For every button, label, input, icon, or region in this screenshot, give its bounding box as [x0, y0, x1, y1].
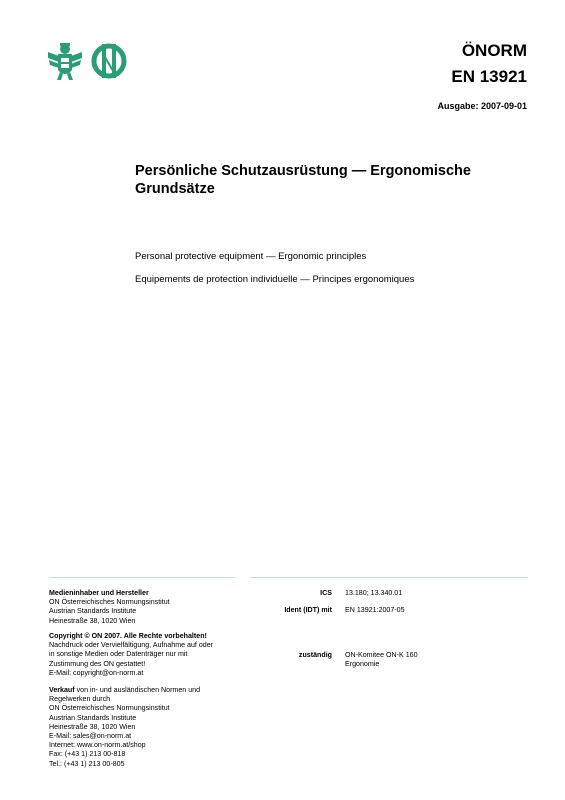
sales-line: Heinestraße 38, 1020 Wien	[49, 722, 136, 731]
footer-divider-right	[250, 577, 528, 578]
ics-value: 13.180; 13.340.01	[345, 589, 403, 597]
copyright-heading: Copyright © ON 2007. Alle Rechte vorbehalten!	[49, 632, 207, 640]
on-norm-logo-icon	[94, 44, 124, 78]
sales-heading-rest: von in- und ausländischen Normen und	[74, 686, 201, 694]
owner-block	[49, 589, 249, 626]
ident-value: EN 13921:2007-05	[345, 606, 405, 614]
sales-heading: Verkauf	[49, 686, 75, 694]
sales-block	[49, 686, 249, 769]
french-title: Equipements de protection individuelle — Principes ergonomiques	[135, 274, 415, 285]
issue-date: Ausgabe: 2007-09-01	[437, 101, 527, 111]
owner-line: Heinestraße 38, 1020 Wien	[49, 616, 136, 625]
owner-line: Austrian Standards Institute	[49, 607, 137, 616]
standard-prefix: ÖNORM	[461, 41, 527, 60]
responsible-label: zuständig	[298, 651, 332, 659]
sales-line: Austrian Standards Institute	[49, 713, 137, 722]
responsible-topic: Ergonomie	[345, 660, 380, 669]
sales-line: ON Österreichisches Normungsinstitut	[49, 704, 170, 713]
responsible-value	[345, 651, 418, 669]
ident-label: Ident (IDT) mit	[284, 606, 332, 614]
copyright-email: E-Mail: copyright@on-norm.at	[49, 668, 144, 677]
sales-email: E-Mail: sales@on-norm.at	[49, 732, 132, 741]
sales-line: Regelwerken durch	[49, 695, 111, 704]
copyright-line: Nachdruck oder Vervielfältigung, Aufnahme auf oder	[49, 641, 214, 650]
german-title: Persönliche Schutzausrüstung — Ergonomische Grundsätze	[135, 163, 471, 197]
responsible-committee: ON-Komitee ON-K 160	[345, 651, 418, 659]
sales-website: Internet: www.on-norm.at/shop	[49, 741, 146, 750]
austrian-eagle-icon	[48, 43, 82, 80]
sales-phone: Tel.: (+43 1) 213 00-805	[49, 759, 125, 768]
ics-label: ICS	[320, 589, 332, 597]
copyright-block	[49, 632, 249, 678]
standard-number: EN 13921	[451, 67, 527, 86]
footer-divider-left	[49, 577, 235, 578]
copyright-line: Zustimmung des ON gestattet!	[49, 659, 146, 668]
standard-title	[451, 40, 527, 88]
english-title: Personal protective equipment — Ergonomic principles	[135, 251, 367, 262]
sales-fax: Fax: (+43 1) 213 00-818	[49, 750, 126, 759]
copyright-line: in sonstige Medien oder Datenträger nur mit	[49, 650, 188, 659]
owner-line: ON Österreichisches Normungsinstitut	[49, 598, 170, 607]
logo-group	[45, 40, 135, 82]
owner-heading: Medieninhaber und Hersteller	[49, 589, 149, 597]
